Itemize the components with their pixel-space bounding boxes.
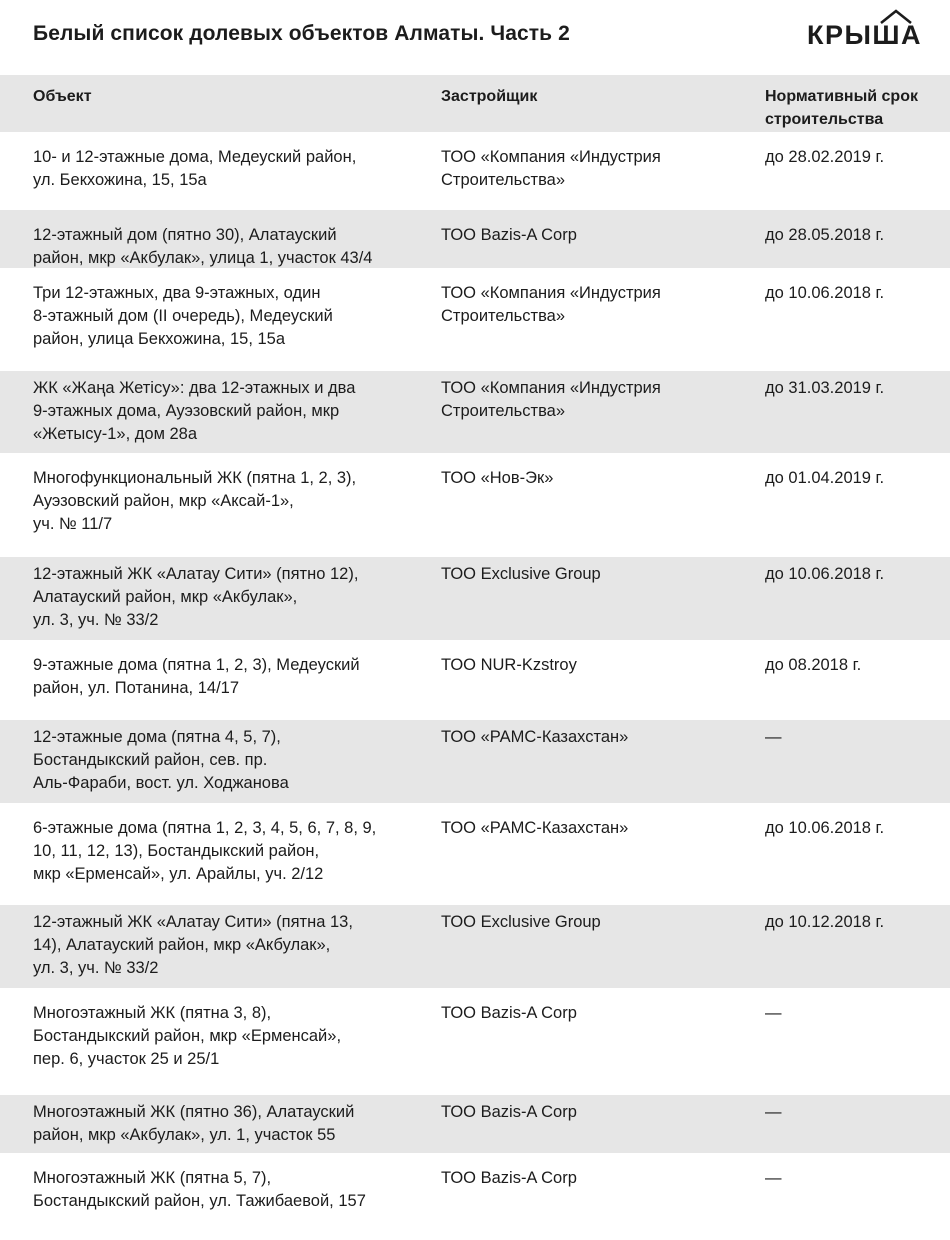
objects-table bbox=[0, 75, 950, 1233]
table-row bbox=[0, 905, 950, 988]
developer-cell: ТОО Bazis-A Corp bbox=[441, 1004, 577, 1022]
developer-cell: ТОО Bazis-A Corp bbox=[441, 1169, 577, 1187]
logo-text: КРЫША bbox=[807, 20, 923, 50]
term-cell: до 08.2018 г. bbox=[765, 656, 862, 674]
term-cell: до 10.06.2018 г. bbox=[765, 819, 885, 837]
term-cell: до 10.12.2018 г. bbox=[765, 913, 885, 931]
table-row bbox=[0, 453, 950, 557]
term-cell: — bbox=[765, 1169, 782, 1187]
table-row bbox=[0, 720, 950, 803]
object-cell: 9-этажные дома (пятна 1, 2, 3), Медеуский район, ул. Потанина, 14/17 bbox=[33, 656, 360, 697]
table-row bbox=[0, 1153, 950, 1233]
developer-cell: ТОО Exclusive Group bbox=[441, 565, 601, 583]
column-header-object: Объект bbox=[33, 88, 92, 105]
object-cell: Многоэтажный ЖК (пятно 36), Алатауский район, мкр «Акбулак», ул. 1, участок 55 bbox=[33, 1103, 355, 1144]
developer-cell: ТОО «Нов-Эк» bbox=[441, 469, 554, 487]
developer-cell: ТОО Exclusive Group bbox=[441, 913, 601, 931]
developer-cell: ТОО «РАМС-Казахстан» bbox=[441, 728, 629, 746]
term-cell: — bbox=[765, 1103, 782, 1121]
term-cell: до 28.05.2018 г. bbox=[765, 226, 885, 244]
object-cell: 12-этажный ЖК «Алатау Сити» (пятно 12), Алатауский район, мкр «Акбулак», ул. 3, уч. № 33/2 bbox=[33, 565, 359, 629]
column-header-term: Нормативный срок строительства bbox=[765, 88, 918, 128]
object-cell: Многоэтажный ЖК (пятна 3, 8), Бостандыкский район, мкр «Ерменсай», пер. 6, участок 25 и 25/1 bbox=[33, 1004, 342, 1068]
object-cell: Многофункциональный ЖК (пятна 1, 2, 3), Ауэзовский район, мкр «Аксай-1», уч. № 11/7 bbox=[33, 469, 357, 533]
page-title: Белый список долевых объектов Алматы. Часть 2 bbox=[33, 22, 570, 45]
developer-cell: ТОО «Компания «Индустрия Строительства» bbox=[441, 148, 661, 189]
term-cell: — bbox=[765, 728, 782, 746]
object-cell: 12-этажные дома (пятна 4, 5, 7), Бостандыкский район, сев. пр. Аль-Фараби, вост. ул. Ходжанова bbox=[33, 728, 289, 792]
object-cell: ЖК «Жаңа Жетісу»: два 12-этажных и два 9-этажных дома, Ауэзовский район, мкр «Жетысу-1», дом 28а bbox=[33, 379, 356, 443]
term-cell: до 28.02.2019 г. bbox=[765, 148, 885, 166]
page-header bbox=[0, 0, 950, 76]
object-cell: Три 12-этажных, два 9-этажных, один 8-этажный дом (II очередь), Медеуский район, улица Бекхожина, 15, 15а bbox=[33, 284, 333, 348]
krysha-logo bbox=[805, 6, 935, 50]
term-cell: до 01.04.2019 г. bbox=[765, 469, 885, 487]
table-row bbox=[0, 210, 950, 268]
term-cell: до 10.06.2018 г. bbox=[765, 565, 885, 583]
object-cell: 12-этажный ЖК «Алатау Сити» (пятна 13, 14), Алатауский район, мкр «Акбулак», ул. 3, уч. № 33/2 bbox=[33, 913, 353, 977]
table-row bbox=[0, 371, 950, 453]
column-header-developer: Застройщик bbox=[441, 88, 538, 105]
table-row bbox=[0, 268, 950, 371]
object-cell: 10- и 12-этажные дома, Медеуский район, ул. Бекхожина, 15, 15а bbox=[33, 148, 357, 189]
object-cell: 12-этажный дом (пятно 30), Алатауский район, мкр «Акбулак», улица 1, участок 43/4 bbox=[33, 226, 373, 267]
table-row bbox=[0, 557, 950, 640]
term-cell: до 10.06.2018 г. bbox=[765, 284, 885, 302]
table-row bbox=[0, 803, 950, 905]
developer-cell: ТОО NUR-Kzstroy bbox=[441, 656, 577, 674]
table-row bbox=[0, 1095, 950, 1153]
object-cell: 6-этажные дома (пятна 1, 2, 3, 4, 5, 6, 7, 8, 9, 10, 11, 12, 13), Бостандыкский район, мкр «Ерменсай», ул. Арайлы, уч. 2/12 bbox=[33, 819, 377, 883]
table-row bbox=[0, 988, 950, 1095]
term-cell: — bbox=[765, 1004, 782, 1022]
developer-cell: ТОО Bazis-A Corp bbox=[441, 1103, 577, 1121]
developer-cell: ТОО Bazis-A Corp bbox=[441, 226, 577, 244]
object-cell: Многоэтажный ЖК (пятна 5, 7), Бостандыкский район, ул. Тажибаевой, 157 bbox=[33, 1169, 366, 1210]
term-cell: до 31.03.2019 г. bbox=[765, 379, 885, 397]
table-row bbox=[0, 132, 950, 210]
table-header bbox=[0, 75, 950, 132]
developer-cell: ТОО «Компания «Индустрия Строительства» bbox=[441, 379, 661, 420]
developer-cell: ТОО «Компания «Индустрия Строительства» bbox=[441, 284, 661, 325]
table-row bbox=[0, 640, 950, 720]
developer-cell: ТОО «РАМС-Казахстан» bbox=[441, 819, 629, 837]
